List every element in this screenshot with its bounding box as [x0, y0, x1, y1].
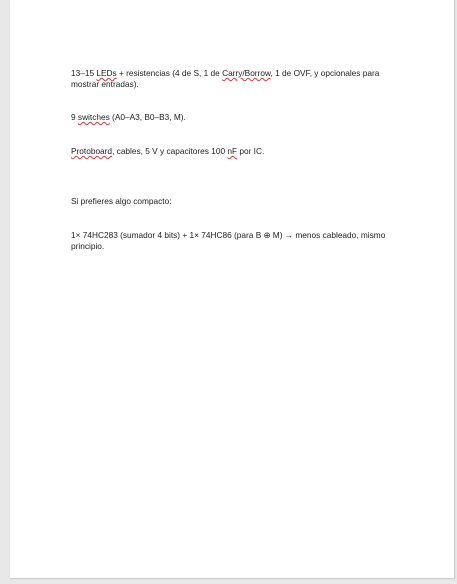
text-run: por IC.	[237, 146, 265, 156]
paragraph-switches[interactable]	[71, 112, 401, 123]
paragraph-compact-intro[interactable]	[71, 196, 401, 207]
spell-flagged-word[interactable]: switches	[77, 112, 110, 122]
spell-flagged-word[interactable]: nF	[227, 146, 238, 156]
text-run: , cables, 5 V y capacitores 100	[112, 146, 228, 156]
text-run: , 1 de OVF, y opcionales para mostrar entradas).	[71, 68, 380, 89]
document-page[interactable]	[10, 0, 455, 579]
text-run: 1× 74HC283 (sumador 4 bits) + 1× 74HC86 (para B ⊕ M) → menos cableado, mismo principio.	[71, 230, 386, 251]
text-run: 9	[71, 112, 78, 122]
spell-flagged-word[interactable]: Carry/Borrow	[222, 68, 271, 78]
paragraph-leds[interactable]	[71, 68, 401, 89]
text-run: 13–15	[71, 68, 97, 78]
text-run: Si prefieres algo compacto:	[71, 196, 172, 206]
paragraph-protoboard[interactable]	[71, 146, 401, 157]
text-run: (A0–A3, B0–B3, M).	[109, 112, 186, 122]
spell-flagged-word[interactable]: LEDs	[96, 68, 117, 78]
text-run: + resistencias (4 de S, 1 de	[116, 68, 223, 78]
spell-flagged-word[interactable]: Protoboard	[71, 146, 113, 156]
paragraph-compact-option[interactable]	[71, 230, 401, 251]
